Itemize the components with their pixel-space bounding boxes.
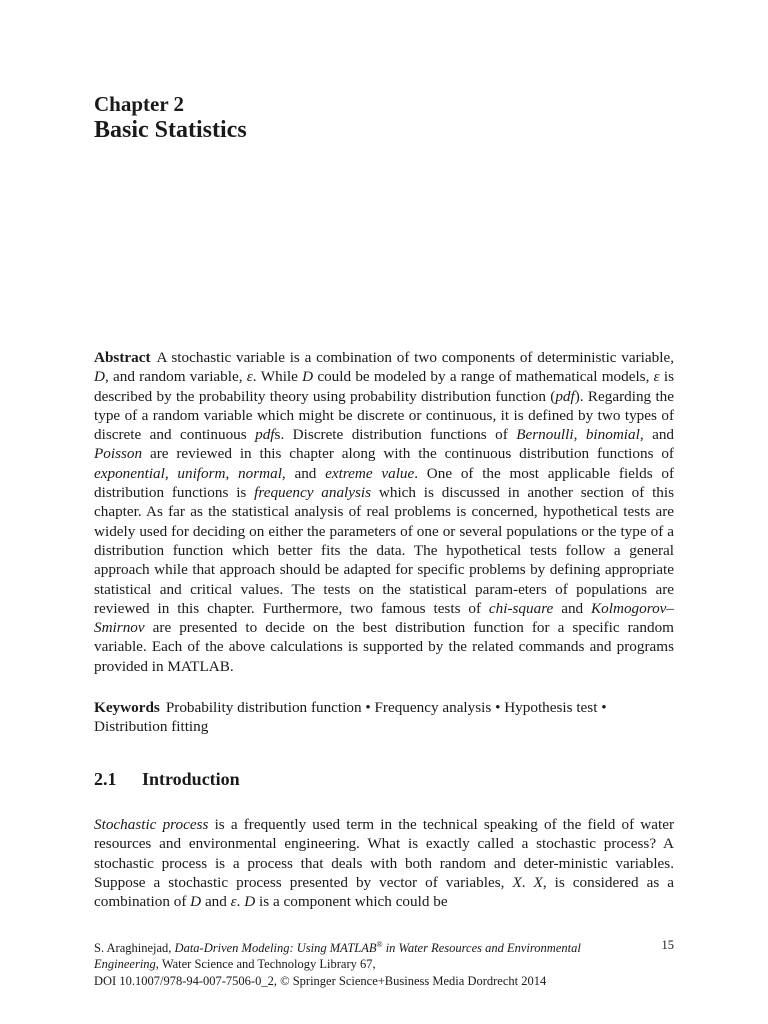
intro-text: , is considered as a combination of [94, 873, 675, 911]
footer-series: , Water Science and Technology Library 67, [155, 957, 376, 972]
abstract-term-pdf: pdf [255, 426, 275, 444]
keywords-label: Keywords [94, 699, 160, 716]
section-number: 2.1 [94, 769, 117, 789]
intro-var-d: D [190, 893, 202, 911]
abstract-var-d: D [302, 368, 314, 386]
abstract-var-epsilon: ε [653, 368, 660, 386]
abstract-term-extreme-value: extreme value [325, 464, 415, 482]
abstract-term-pdf: pdf [555, 387, 575, 405]
intro-var-epsilon: ε [230, 893, 237, 911]
intro-text: and [201, 893, 231, 911]
registered-mark: ® [376, 940, 383, 949]
intro-text: is a frequently used term in the technical speaking of the field of water resources and environmental engineering. What is exactly called a stochastic process? A stochastic process is a process that deals with both random and deter-ministic variables. Suppose a stochastic process presented by vector of variables, [94, 816, 674, 891]
book-page [94, 0, 674, 1024]
abstract-text: are reviewed in this chapter along with the continuous distribution functions of [142, 445, 674, 463]
abstract-text: , and [281, 464, 326, 482]
intro-var-x: X [533, 873, 543, 891]
abstract-text: which is discussed in another section of this chapter. As far as the statistical analysis of real problems is concerned, hypothetical tests are widely used for deciding on either the parameters of one or several populations or the type of a distribution function which better fits the data. The hypothetical tests follow a general approach while that approach should be adapted for specific problems by defining appropriate statistical and critical values. The tests on the statistical param-eters of populations are reviewed in this chapter. Furthermore, two famous tests of [94, 484, 675, 617]
abstract-text: A stochastic variable is a combination of two components of deterministic variable, [156, 349, 674, 366]
intro-text: . [236, 893, 245, 911]
keywords-text: Probability distribution function • Frequency analysis • Hypothesis test • Distribution fitting [94, 699, 607, 736]
keywords-paragraph [94, 698, 674, 737]
footer-book-title: Data-Driven Modeling: Using MATLAB [174, 941, 377, 956]
section-heading [94, 769, 240, 790]
page-footer [94, 937, 674, 989]
intro-term-stochastic-process: Stochastic process [94, 816, 209, 833]
abstract-term-kolmogorov-smirnov: Kolmogorov–Smirnov [94, 599, 674, 637]
abstract-term-uniform: uniform [177, 464, 226, 482]
abstract-label: Abstract [94, 349, 151, 366]
abstract-text: , [573, 426, 586, 444]
footer-author: S. Araghinejad, [94, 941, 175, 956]
abstract-text: , [164, 464, 178, 482]
abstract-term-exponential: exponential [94, 464, 165, 482]
chapter-title: Basic Statistics [94, 117, 247, 143]
abstract-text: and [553, 599, 592, 617]
abstract-text: , and random variable, [104, 368, 247, 386]
abstract-term-chi-square: chi-square [488, 599, 554, 617]
footer-book-title: in Water Resources and Environmental Engineering [94, 941, 581, 972]
abstract-text: ). Regarding the type of a random variable which might be discrete or continuous, it is defined by two types of discrete and continuous [94, 387, 674, 444]
page-number: 15 [661, 938, 674, 952]
intro-text: . [521, 873, 534, 891]
intro-var-d: D [244, 893, 256, 911]
abstract-text: . One of the most applicable fields of distribution functions is [94, 464, 675, 502]
abstract-text: , [225, 464, 239, 482]
abstract-text: could be modeled by a range of mathematical models, [313, 368, 654, 386]
abstract-text: , and [639, 426, 675, 444]
abstract-text: is described by the probability theory using probability distribution function ( [94, 368, 675, 405]
abstract-term-frequency-analysis: frequency analysis [254, 484, 372, 502]
abstract-term-bernoulli: Bernoulli [516, 426, 574, 444]
intro-var-x: X [512, 873, 522, 891]
abstract-text: s. Discrete distribution functions of [274, 426, 517, 444]
chapter-label: Chapter 2 [94, 92, 185, 116]
abstract-var-epsilon: ε [246, 368, 253, 386]
footer-doi: DOI 10.1007/978-94-007-7506-0_2, © Springer Science+Business Media Dordrecht 2014 [94, 973, 547, 988]
abstract-text: are presented to decide on the best distribution function for a specific random variable. Each of the above calculations is supported by the related commands and programs provided in MATLAB. [94, 619, 674, 675]
abstract-term-poisson: Poisson [94, 445, 143, 463]
abstract-text: . While [252, 368, 303, 386]
intro-paragraph [94, 815, 674, 911]
abstract-paragraph [94, 348, 674, 676]
intro-text: is a component which could be [255, 893, 448, 911]
abstract-term-binomial: binomial [585, 426, 640, 444]
abstract-term-normal: normal [238, 464, 282, 482]
section-title: Introduction [142, 769, 240, 789]
footer-citation [94, 937, 614, 973]
abstract-var-d: D [94, 368, 105, 386]
